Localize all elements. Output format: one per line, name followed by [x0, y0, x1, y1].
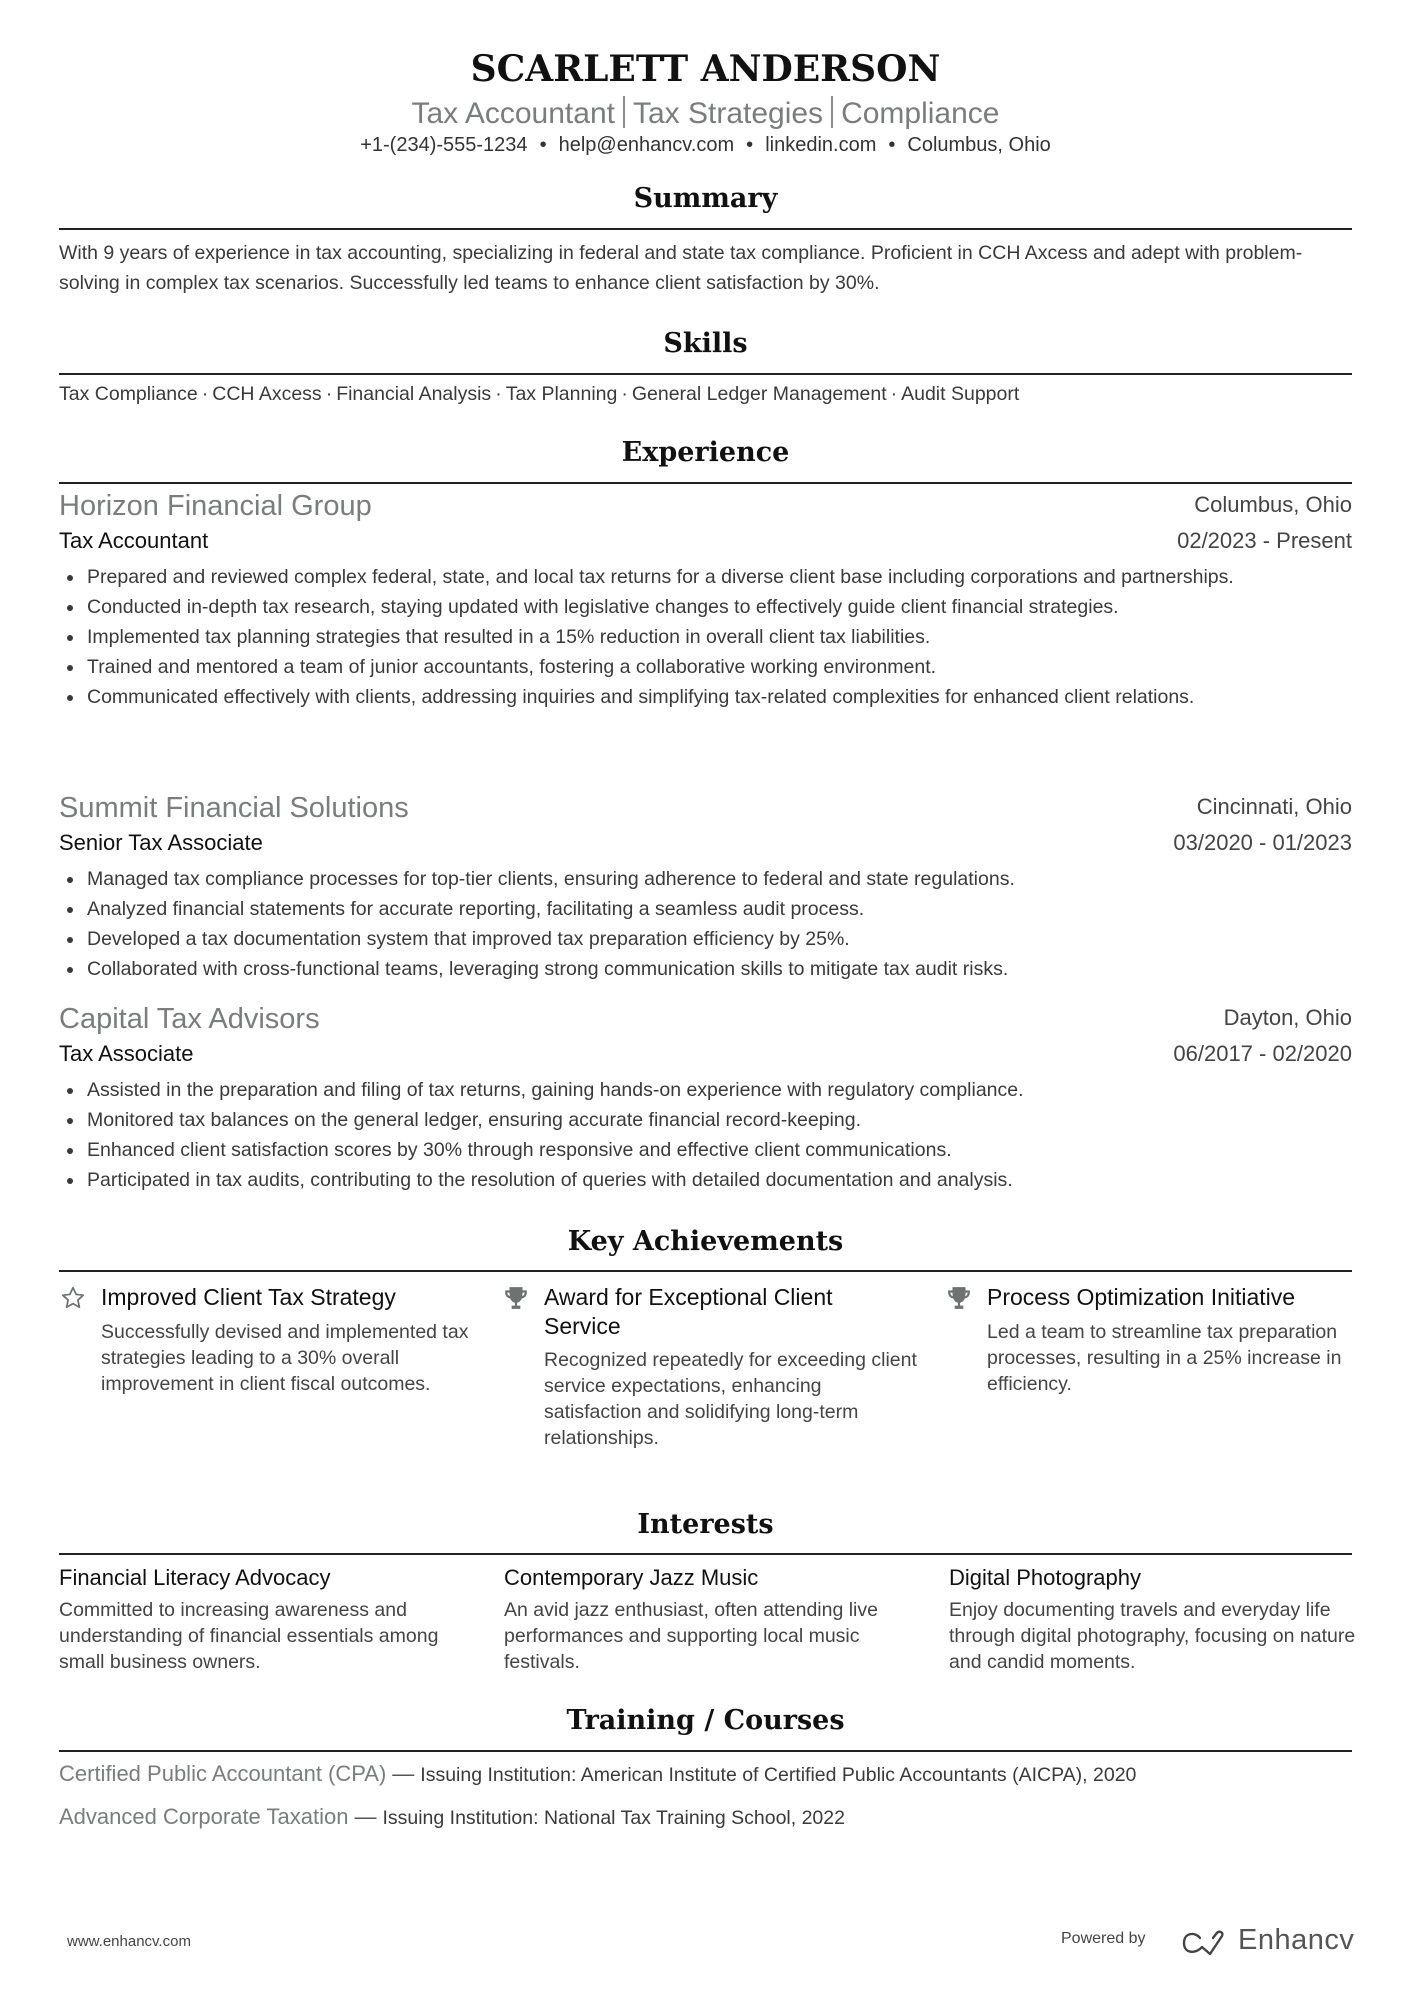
job-title: Tax Accountant — [59, 528, 209, 553]
contact-line — [59, 134, 1352, 157]
job-dates: 02/2023 - Present — [1177, 528, 1352, 553]
skill-item: Tax Planning — [505, 383, 618, 405]
job-title: Senior Tax Associate — [59, 830, 263, 855]
headline — [59, 96, 1352, 131]
skill-separator: · — [201, 383, 209, 405]
interest-item — [59, 1563, 479, 1675]
headline-focus: Tax Strategies — [632, 97, 824, 130]
section-title-experience: Experience — [621, 437, 790, 468]
interest-text: Enjoy documenting travels and everyday life through digital photography, focusing on nature and candid moments. — [949, 1599, 1356, 1673]
bullet-item: Conducted in-depth tax research, staying updated with legislative changes to effectively guide client financial strategies. — [59, 592, 1352, 622]
headline-role: Tax Accountant — [411, 97, 615, 130]
job-location: Columbus, Ohio — [1194, 492, 1352, 517]
company-name: Summit Financial Solutions — [59, 792, 409, 824]
skill-separator: · — [890, 383, 898, 405]
trophy-icon — [945, 1285, 973, 1311]
interest-text: An avid jazz enthusiast, often attending live performances and supporting local music festivals. — [504, 1599, 878, 1673]
summary-text: With 9 years of experience in tax accounting, specializing in federal and state tax compliance. Proficient in CCH Axcess and adept with problem-solving in complex tax scenarios. Successfully led teams to enhance client satisfaction by 30%. — [59, 242, 1303, 294]
bullet-item: Analyzed financial statements for accurate reporting, facilitating a seamless audit process. — [59, 894, 1352, 924]
skill-separator: · — [621, 383, 628, 405]
course-name: Advanced Corporate Taxation — [59, 1804, 349, 1829]
achievement-text: Successfully devised and implemented tax strategies leading to a 30% overall improvement in client fiscal outcomes. — [101, 1321, 469, 1395]
section-title-skills: Skills — [663, 328, 748, 359]
job-dates: 06/2017 - 02/2020 — [1173, 1041, 1352, 1066]
bullet-item: Trained and mentored a team of junior accountants, fostering a collaborative working environment. — [59, 652, 1352, 682]
separator — [831, 96, 833, 128]
skill-item: Audit Support — [901, 383, 1020, 405]
bullet-item: Enhanced client satisfaction scores by 30% through responsive and effective client communications. — [59, 1135, 1352, 1165]
phone[interactable]: +1-(234)-555-1234 — [360, 134, 528, 156]
interest-item — [504, 1563, 924, 1675]
bullet-separator: • — [539, 134, 547, 156]
section-divider — [59, 482, 1352, 484]
job-location: Cincinnati, Ohio — [1196, 794, 1352, 819]
interest-title: Financial Literacy Advocacy — [59, 1565, 331, 1590]
job-bullets — [59, 562, 1352, 712]
footer-website-link[interactable]: www.enhancv.com — [67, 1933, 191, 1950]
separator — [623, 96, 625, 128]
email-link[interactable]: help@enhancv.com — [558, 134, 735, 156]
job-dates: 03/2020 - 01/2023 — [1173, 830, 1352, 855]
section-title-training: Training / Courses — [566, 1705, 845, 1736]
skills-list — [59, 383, 1019, 406]
section-title-summary: Summary — [633, 183, 778, 214]
interest-title: Contemporary Jazz Music — [504, 1565, 759, 1590]
course-name: Certified Public Accountant (CPA) — [59, 1761, 387, 1786]
enhancv-brand-text[interactable]: Enhancv — [1238, 1924, 1355, 1956]
bullet-item: Developed a tax documentation system that improved tax preparation efficiency by 25%. — [59, 924, 1352, 954]
section-divider — [59, 373, 1352, 375]
interest-title: Digital Photography — [949, 1565, 1142, 1590]
company-name: Capital Tax Advisors — [59, 1003, 320, 1035]
bullet-item: Prepared and reviewed complex federal, state, and local tax returns for a diverse client base including corporations and partnerships. — [59, 562, 1352, 592]
course-institution: Issuing Institution: National Tax Training School, 2022 — [382, 1807, 845, 1829]
job-location: Dayton, Ohio — [1223, 1005, 1352, 1030]
achievement-title: Award for Exceptional Client Service — [544, 1284, 833, 1339]
bullet-item: Communicated effectively with clients, addressing inquiries and simplifying tax-related complexities for enhanced client relations. — [59, 682, 1352, 712]
bullet-item: Collaborated with cross-functional teams, leveraging strong communication skills to mitigate tax audit risks. — [59, 954, 1352, 984]
skill-separator: · — [495, 383, 502, 405]
skill-item: Financial Analysis — [336, 383, 492, 405]
achievement-title: Process Optimization Initiative — [987, 1284, 1296, 1310]
section-title-interests: Interests — [637, 1509, 774, 1540]
section-divider — [59, 1270, 1352, 1272]
enhancv-logo-icon — [1180, 1925, 1230, 1961]
course-item — [59, 1761, 1136, 1787]
bullet-item: Implemented tax planning strategies that resulted in a 15% reduction in overall client tax liabilities. — [59, 622, 1352, 652]
skill-item: Tax Compliance — [59, 383, 198, 405]
bullet-item: Assisted in the preparation and filing of tax returns, gaining hands-on experience with regulatory compliance. — [59, 1075, 1352, 1105]
skill-item: CCH Axcess — [212, 383, 322, 405]
bullet-item: Participated in tax audits, contributing to the resolution of queries with detailed documentation and analysis. — [59, 1165, 1352, 1195]
job-bullets — [59, 864, 1352, 984]
course-institution: Issuing Institution: American Institute of Certified Public Accountants (AICPA), 2020 — [420, 1764, 1137, 1786]
course-dash: — — [354, 1804, 377, 1829]
headline-area: Compliance — [841, 97, 1000, 130]
section-title-achievements: Key Achievements — [567, 1226, 844, 1257]
achievement-text: Recognized repeatedly for exceeding client service expectations, enhancing satisfaction and solidifying long-term relationships. — [544, 1349, 917, 1449]
trophy-icon — [502, 1285, 530, 1311]
location: Columbus, Ohio — [907, 134, 1051, 156]
bullet-separator: • — [888, 134, 896, 156]
linkedin-link[interactable]: linkedin.com — [765, 134, 877, 156]
bullet-item: Managed tax compliance processes for top-tier clients, ensuring adherence to federal and state regulations. — [59, 864, 1352, 894]
achievement-text: Led a team to streamline tax preparation processes, resulting in a 25% increase in efficiency. — [987, 1321, 1342, 1395]
powered-by-label: Powered by — [1061, 1930, 1146, 1947]
job-bullets — [59, 1075, 1352, 1195]
course-dash: — — [392, 1761, 415, 1786]
section-divider — [59, 228, 1352, 230]
skill-item: General Ledger Management — [631, 383, 887, 405]
star-icon — [59, 1285, 87, 1311]
section-divider — [59, 1750, 1352, 1752]
bullet-item: Monitored tax balances on the general ledger, ensuring accurate financial record-keeping. — [59, 1105, 1352, 1135]
interest-text: Committed to increasing awareness and understanding of financial essentials among small business owners. — [59, 1599, 439, 1673]
candidate-name: SCARLETT ANDERSON — [470, 48, 941, 90]
bullet-separator: • — [746, 134, 754, 156]
section-divider — [59, 1553, 1352, 1555]
interest-item — [949, 1563, 1359, 1675]
company-name: Horizon Financial Group — [59, 490, 372, 522]
course-item — [59, 1804, 845, 1830]
job-title: Tax Associate — [59, 1041, 194, 1066]
skill-separator: · — [325, 383, 333, 405]
achievement-title: Improved Client Tax Strategy — [101, 1284, 396, 1310]
